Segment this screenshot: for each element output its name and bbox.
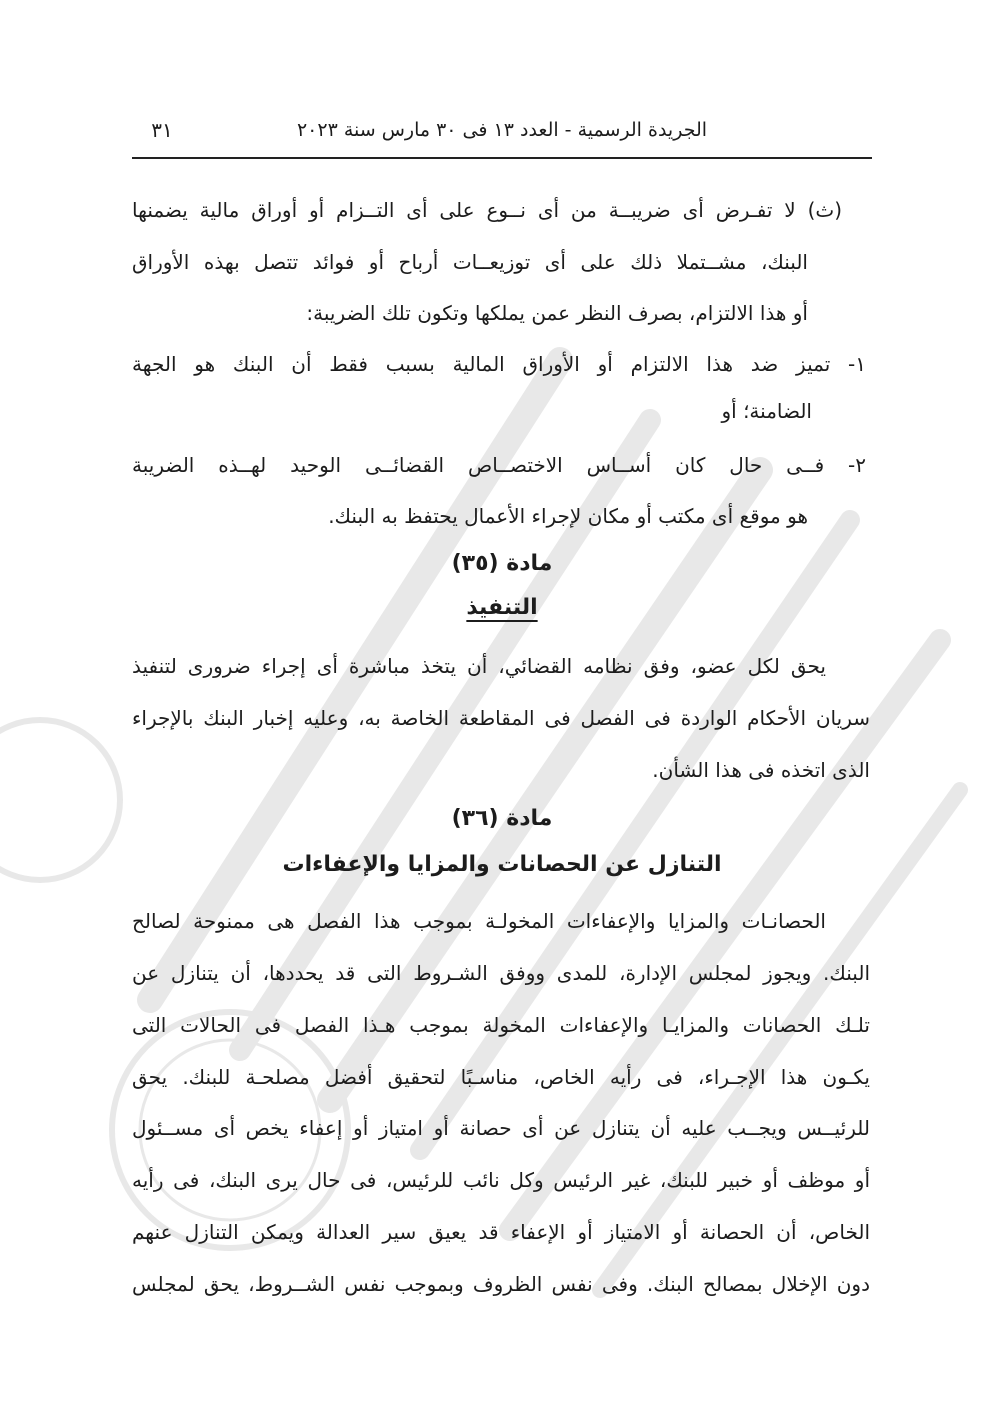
header-divider [132,157,872,159]
clause-tha-line: (ث) لا تفـرض أى ضريبــة من أى نــوع على أى التــزام أو أوراق مالية يضمنها [132,198,842,222]
article-36-line: الحصانـات والمزايا والإعفاءات المخولـة بموجب هذا الفصل هى ممنوحة لصالح [132,909,826,933]
gazette-header-title: الجريدة الرسمية - العدد ١٣ فى ٣٠ مارس سنة ٢٠٢٣ [296,119,708,141]
article-35-line: يحق لكل عضو، وفق نظامه القضائي، أن يتخذ مباشرة أى إجراء ضرورى لتنفيذ [132,654,826,678]
article-36-line: يكـون هذا الإجـراء، فى رأيه الخاص، مناسـبًا لتحقيق أفضل مصلحـة للبنك. يحق [132,1065,870,1089]
item-2-line: هو موقع أى مكتب أو مكان لإجراء الأعمال يحتفظ به البنك. [328,504,808,528]
clause-tha-line: البنك، مشــتملا ذلك على أى توزيعــات أرباح أو فوائد تتصل بهذه الأوراق [132,250,808,274]
article-35-heading: مادة (٣٥) [451,551,553,576]
item-1-line: الضامنة؛ أو [721,399,812,423]
article-36-line: للرئيــس ويجــب عليه أن يتنازل عن أى حصانة أو امتياز أو إعفاء يخص أى مســئول [132,1116,870,1140]
article-36-line: أو موظف أو خبير للبنك، غير الرئيس وكل نائب للرئيس، فى حال يرى البنك، فى رأيه [132,1168,870,1192]
item-2-line: ٢- فــى حال كان أســاس الاختصــاص القضائــى الوحيد لهــذه الضريبة [132,453,866,477]
article-35-title: التنفيذ [466,595,538,620]
article-36-line: الخاص، أن الحصانة أو الامتياز أو الإعفاء قد يعيق سير العدالة ويمكن التنازل عنهم [132,1220,870,1244]
item-1-line: ١- تميز ضد هذا الالتزام أو الأوراق المالية بسبب فقط أن البنك هو الجهة [132,352,866,376]
article-35-title-wrap [132,591,872,631]
article-36-heading: مادة (٣٦) [451,806,553,831]
article-36-line: البنك. ويجوز لمجلس الإدارة، للمدى ووفق الشـروط التى قد يحددها، أن يتنازل عن [132,961,870,985]
article-35-line: سريان الأحكام الواردة فى الفصل فى المقاطعة الخاصة به، وعليه إخبار البنك بالإجراء [132,706,870,730]
article-36-title: التنازل عن الحصانات والمزايا والإعفاءات [282,852,722,877]
clause-tha-line: أو هذا الالتزام، بصرف النظر عمن يملكها وتكون تلك الضريبة: [306,301,808,325]
article-35-line: الذى اتخذه فى هذا الشأن. [652,758,870,782]
article-36-line: تلـك الحصانات والمزايـا والإعفاءات المخولة بموجب هـذا الفصل فى الحالات التى [132,1013,870,1037]
article-36-line: دون الإخلال بمصالح البنك. وفى نفس الظروف وبموجب نفس الشــروط، يحق لمجلس [132,1272,870,1296]
page-number: ٣١ [151,118,173,142]
watermark-arc [0,720,120,880]
